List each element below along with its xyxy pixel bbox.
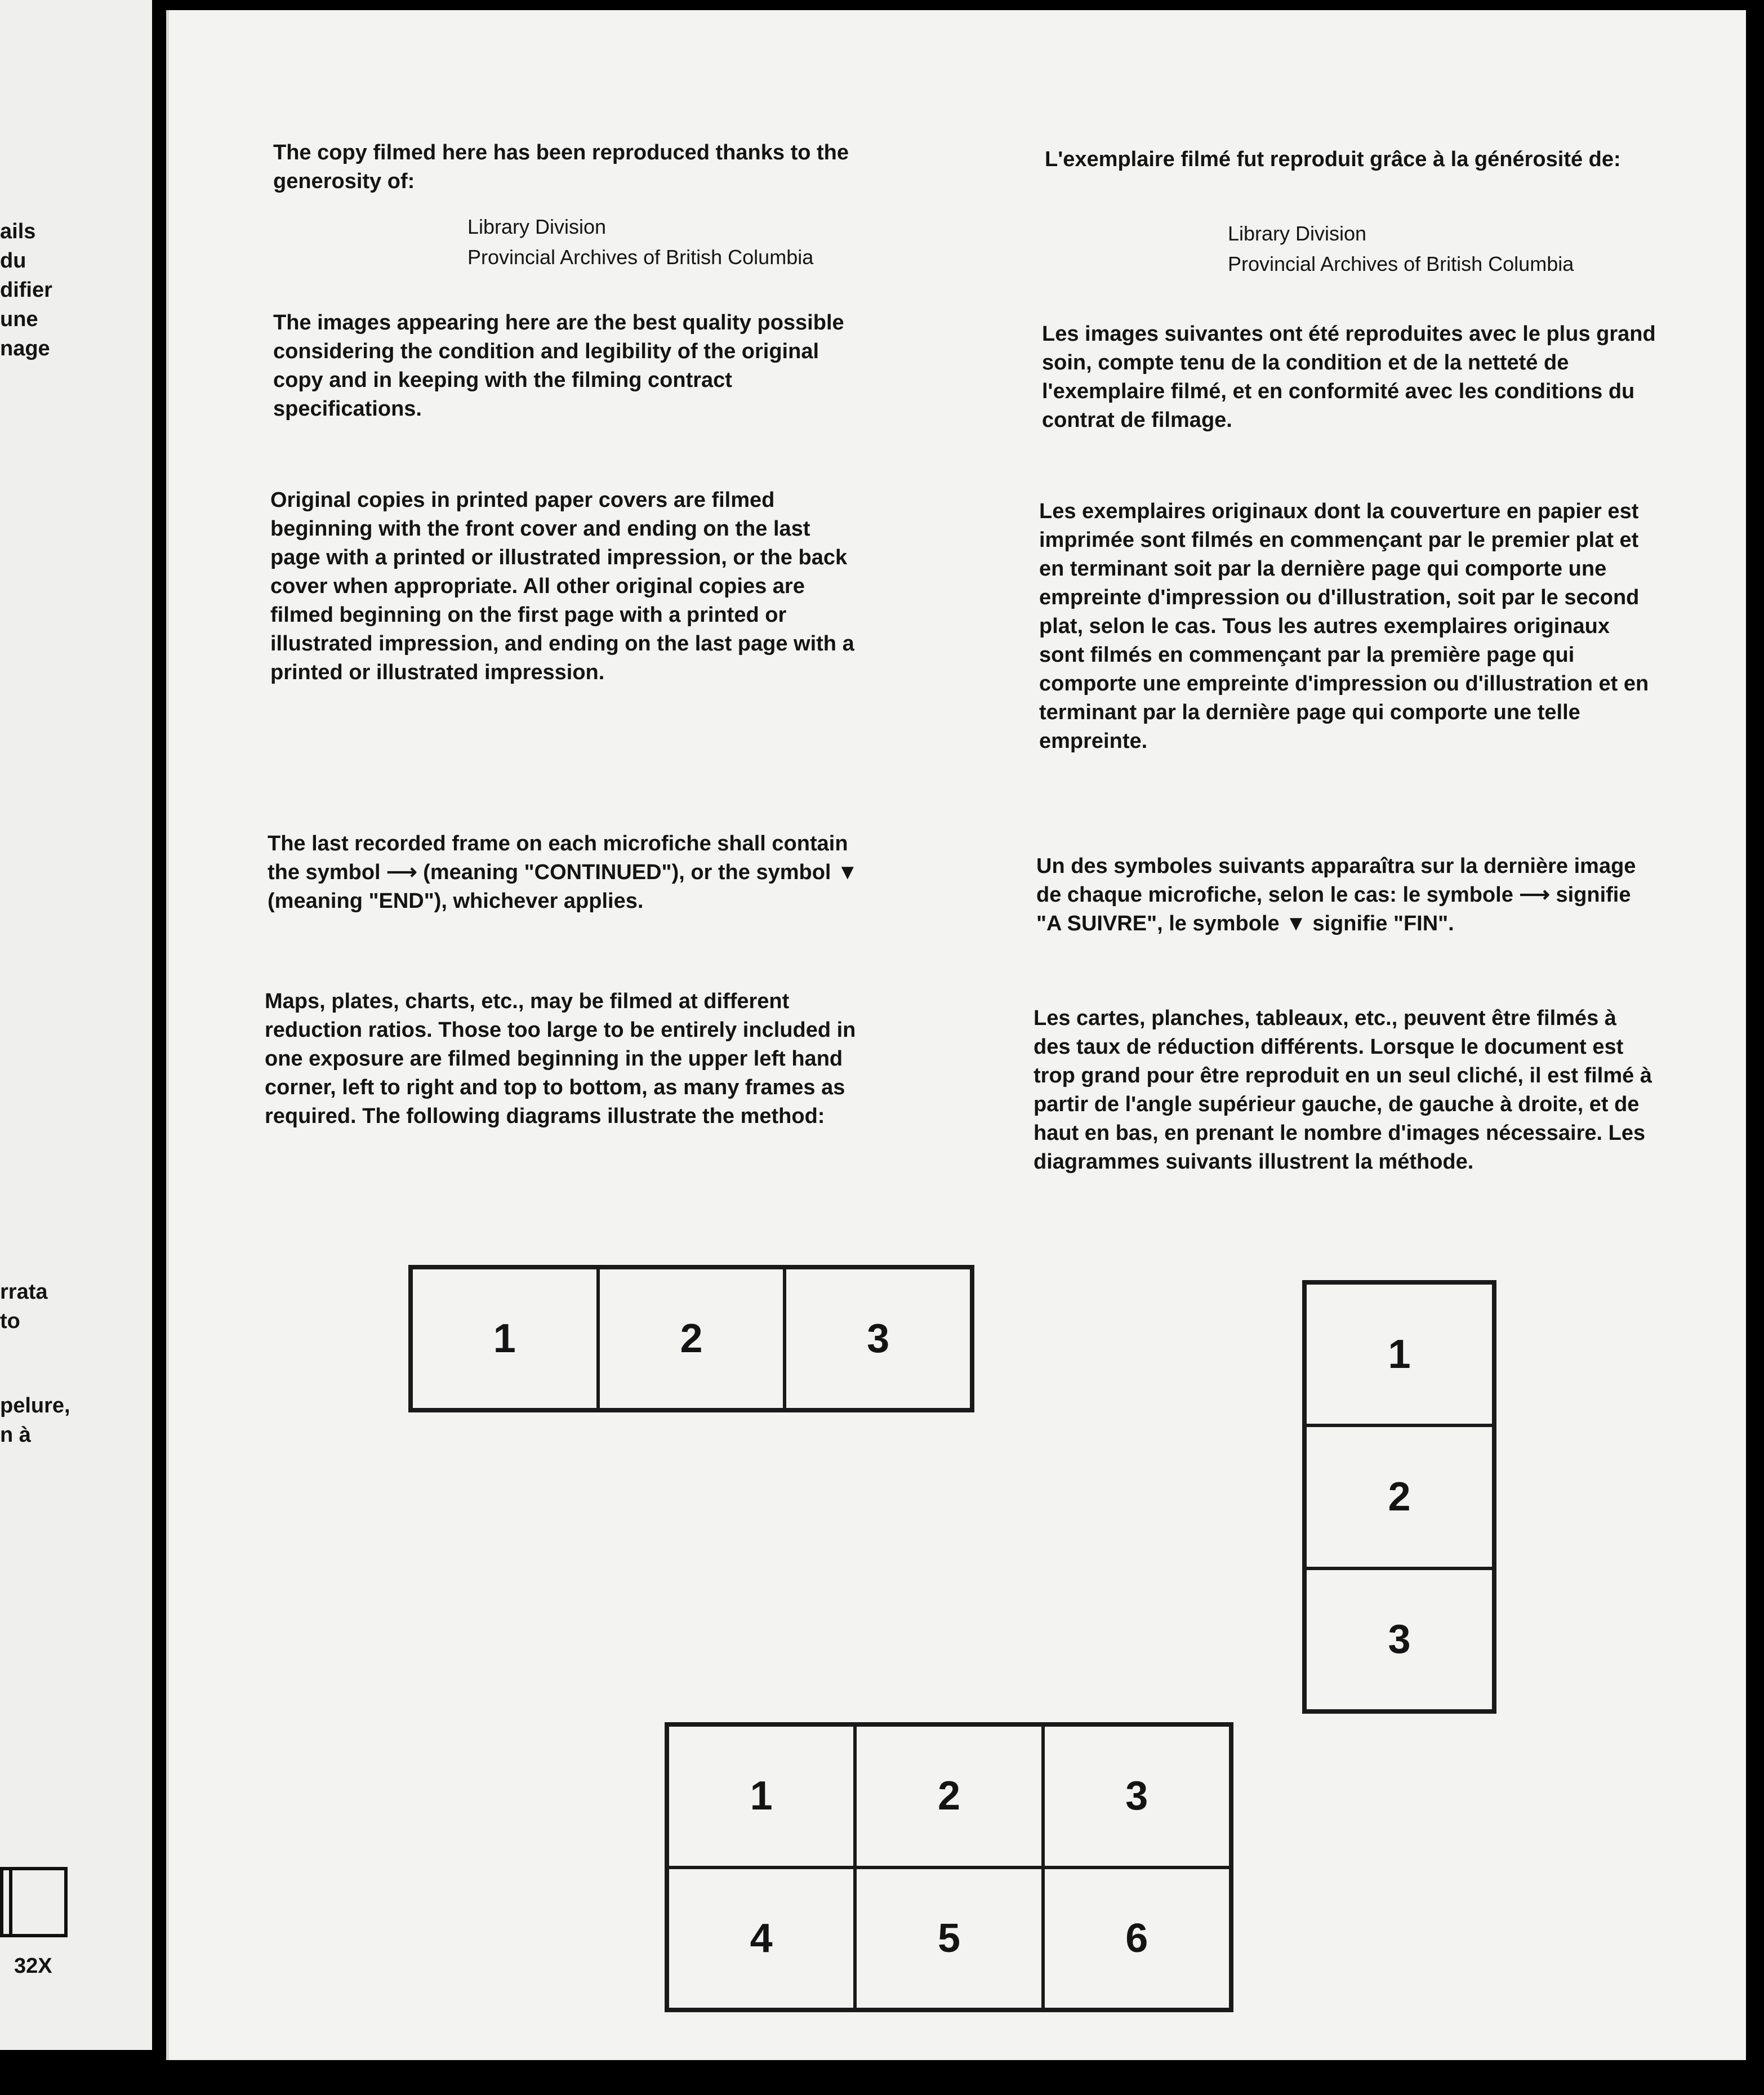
frame-cell: 2 <box>855 1725 1043 1867</box>
reduction-ratio-label: 32X <box>14 1954 52 1978</box>
frame-cell: 1 <box>667 1725 855 1867</box>
credit-line: Provincial Archives of British Columbia <box>1228 252 1574 275</box>
credit-line: Library Division <box>467 215 607 238</box>
frame-cell: 6 <box>1043 1867 1231 2010</box>
scan-border <box>0 2060 1764 2095</box>
frame-cell: 2 <box>598 1268 785 1410</box>
french-credit <box>1228 219 1633 279</box>
frame-cell: 3 <box>1305 1568 1494 1711</box>
french-quality-statement: Les images suivantes ont été reproduites avec le plus grand soin, compte tenu de la condition et de la netteté de l'exemplaire filmé, et en conformité avec les conditions du contrat de filmage. <box>1042 322 1656 432</box>
frame-cell: 4 <box>667 1867 855 2010</box>
french-maps-statement: Les cartes, planches, tableaux, etc., peuvent être filmés à des taux de réduction différents. Lorsque le document est trop grand pour être reproduit en un seul cliché, il est filmé à partir de l'angle supérieur gauche, de gauche à droite, et de haut en bas, en prenant le nombre d'images nécessaire. Les diagrammes suivants illustrent la méthode. <box>1034 1006 1652 1174</box>
vertical-frame-diagram <box>1302 1280 1496 1714</box>
strip-fragment: n à <box>0 1423 31 1447</box>
credit-line: Provincial Archives of British Columbia <box>467 246 814 269</box>
english-credit <box>467 212 873 273</box>
strip-fragment: to <box>0 1309 20 1333</box>
frame-cell: 2 <box>1305 1425 1494 1568</box>
french-intro: L'exemplaire filmé fut reproduit grâce à la générosité de: <box>1045 148 1621 171</box>
grid-frame-diagram <box>665 1722 1233 2012</box>
french-covers-statement: Les exemplaires originaux dont la couverture en papier est imprimée sont filmés en commençant par le premier plat et en terminant soit par la dernière page qui comporte une empreinte d'impression ou d'illustration, soit par le second plat, selon le cas. Tous les autres exemplaires originaux sont filmés en commençant par la première page qui comporte une empreinte d'impression ou d'illustration et en terminant par la dernière page qui comporte une telle empreinte. <box>1039 500 1649 753</box>
french-symbols-statement: Un des symboles suivants apparaîtra sur la dernière image de chaque microfiche, selon le cas: le symbole ⟶ signifie "A SUIVRE", le symbole ▼ signifie "FIN". <box>1036 854 1636 935</box>
frame-cell: 3 <box>1043 1725 1231 1867</box>
microfiche-target-page <box>169 10 1746 2060</box>
english-covers-statement: Original copies in printed paper covers are filmed beginning with the front cover and ending on the last page with a printed or illustrated impression, or the back cover when appropriate. All other original copies are filmed beginning on the first page with a printed or illustrated impression, and ending on the last page with a printed or illustrated impression. <box>270 488 854 684</box>
english-quality-statement: The images appearing here are the best quality possible considering the condition and legibility of the original copy and in keeping with the filming contract specifications. <box>273 311 844 421</box>
credit-line: Library Division <box>1228 222 1367 245</box>
strip-fragment: nage <box>0 337 50 360</box>
frame-cell: 5 <box>855 1867 1043 2010</box>
resolution-target-box <box>0 1867 68 1937</box>
strip-fragment: une <box>0 307 38 331</box>
strip-fragment: rrata <box>0 1280 48 1304</box>
horizontal-frame-diagram <box>408 1265 974 1412</box>
english-maps-statement: Maps, plates, charts, etc., may be filmed at different reduction ratios. Those too large to be entirely included in one exposure are filmed beginning in the upper left hand corner, left to right and top to bottom, as many frames as required. The following diagrams illustrate the method: <box>265 989 856 1128</box>
frame-cell: 3 <box>785 1268 972 1410</box>
previous-page-strip <box>0 0 152 2050</box>
strip-fragment: difier <box>0 278 52 302</box>
strip-fragment: ails <box>0 220 36 243</box>
strip-fragment: pelure, <box>0 1394 70 1418</box>
frame-cell: 1 <box>411 1268 598 1410</box>
frame-cell: 1 <box>1305 1283 1494 1425</box>
english-symbols-statement: The last recorded frame on each microfiche shall contain the symbol ⟶ (meaning "CONTINUED"), or the symbol ▼ (meaning "END"), whichever applies. <box>268 832 858 913</box>
strip-fragment: du <box>0 249 26 273</box>
english-intro: The copy filmed here has been reproduced thanks to the generosity of: <box>273 141 849 193</box>
